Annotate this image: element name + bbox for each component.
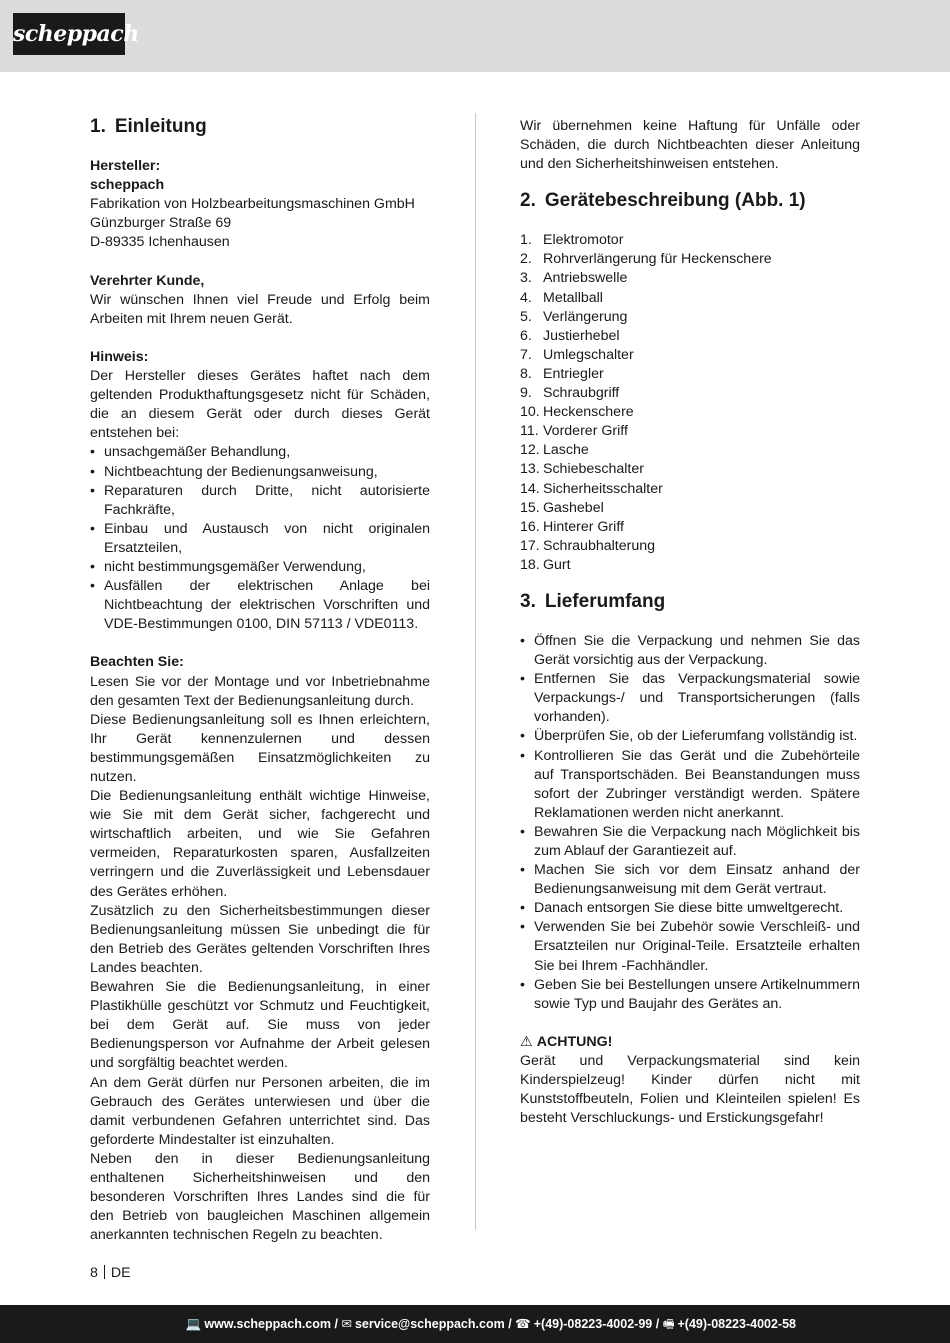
part-number: 18.	[520, 556, 540, 573]
part-name: Vorderer Griff	[543, 423, 628, 440]
parts-list-item	[520, 346, 860, 365]
part-name: Sicherheitsschalter	[543, 480, 663, 497]
part-number: 12.	[520, 442, 540, 459]
observe-paragraph: Zusätzlich zu den Sicherheitsbestimmungen dieser Bedienungsanleitung müssen Sie unbedingt die für den Betrieb des Gerätes geltenden Vorschriften Ihres Landes beachten.	[90, 902, 430, 976]
parts-list-item	[520, 556, 860, 575]
parts-list-item	[520, 460, 860, 479]
delivery-bullet-list	[520, 632, 860, 1014]
liability-text: Wir übernehmen keine Haftung für Unfälle oder Schäden, die durch Nichtbeachten dieser Anleitung und den Sicherheitshinweisen entstehen.	[520, 118, 860, 173]
footer-email[interactable]: service@scheppach.com	[354, 1317, 505, 1331]
parts-list-item	[520, 537, 860, 556]
notice-block	[90, 348, 430, 634]
right-column	[520, 117, 860, 1128]
parts-list-item	[520, 365, 860, 384]
column-divider	[475, 113, 476, 1230]
part-number: 4.	[520, 289, 532, 306]
section-number: 3.	[520, 590, 536, 612]
part-name: Schiebeschalter	[543, 461, 644, 478]
observe-label: Beachten Sie:	[90, 654, 184, 671]
notice-text: Der Hersteller dieses Gerätes haftet nach dem geltenden Produkthaftungsgesetz nicht für Schäden, die an diesem Gerät oder durch dieses Gerät entstehen bei:	[90, 368, 430, 442]
manufacturer-label: Hersteller:	[90, 158, 161, 174]
customer-block	[90, 272, 430, 329]
parts-list-item	[520, 250, 860, 269]
parts-list-item	[520, 327, 860, 346]
manufacturer-line: Günzburger Straße 69	[90, 215, 232, 232]
customer-text: Wir wünschen Ihnen viel Freude und Erfolg beim Arbeiten mit Ihrem neuen Gerät.	[90, 291, 430, 327]
warning-text: Gerät und Verpackungsmaterial sind kein Kinderspielzeug! Kinder dürfen nicht mit Kunststoffbeuteln, Folien und Kleinteilen spielen! Es besteht Verschluckungs- und Erstickungsgefahr!	[520, 1053, 860, 1127]
section-3-heading	[520, 588, 860, 616]
part-number: 3.	[520, 270, 532, 287]
warning-heading	[520, 1033, 860, 1052]
part-number: 2.	[520, 251, 532, 268]
parts-list	[520, 231, 860, 575]
part-name: Heckenschere	[543, 404, 634, 421]
notice-bullet-list	[90, 443, 430, 634]
list-item: • Machen Sie sich vor dem Einsatz anhand der Bedienungsanweisung mit dem Gerät vertraut.	[520, 861, 860, 899]
part-name: Hinterer Griff	[543, 518, 624, 535]
part-name: Lasche	[543, 442, 589, 459]
list-item: • Nichtbeachtung der Bedienungsanweisung,	[90, 463, 430, 482]
header-band	[0, 0, 950, 72]
email-icon: ✉	[341, 1317, 352, 1331]
parts-list-item	[520, 422, 860, 441]
list-item: • Kontrollieren Sie das Gerät und die Zubehörteile auf Transportschäden. Bei Beanstandungen muss sofort der Zubringer verständigt werden. Spätere Reklamationen werden nicht anerkannt.	[520, 747, 860, 823]
warning-triangle-icon: ⚠	[520, 1033, 533, 1050]
manufacturer-line: Fabrikation von Holzbearbeitungsmaschinen GmbH	[90, 196, 415, 213]
footer-fax: +(49)-08223-4002-58	[677, 1317, 796, 1331]
scheppach-logo: scheppach	[13, 13, 125, 55]
observe-paragraph: An dem Gerät dürfen nur Personen arbeiten, die im Gebrauch des Gerätes unterwiesen und über die damit verbundenen Gefahren unterrichtet sind. Das geforderte Mindestalter ist einzuhalten.	[90, 1074, 430, 1148]
footer-separator: /	[334, 1317, 338, 1331]
list-item: • Öffnen Sie die Verpackung und nehmen Sie das Gerät vorsichtig aus der Verpackung.	[520, 632, 860, 670]
part-name: Elektromotor	[543, 232, 624, 249]
observe-paragraph: Diese Bedienungsanleitung soll es Ihnen erleichtern, Ihr Gerät kennenzulernen und dessen bestimmungsgemäßen Einsatzmöglichkeiten zu nutzen.	[90, 711, 430, 785]
part-name: Entriegler	[543, 365, 604, 382]
part-name: Antriebswelle	[543, 270, 628, 287]
parts-list-item	[520, 231, 860, 250]
manufacturer-line: D-89335 Ichenhausen	[90, 234, 230, 251]
page-number	[90, 1264, 131, 1283]
section-title: Lieferumfang	[544, 590, 666, 612]
part-name: Umlegschalter	[543, 346, 634, 363]
part-number: 14.	[520, 480, 540, 497]
part-number: 1.	[520, 232, 532, 249]
part-number: 5.	[520, 308, 532, 325]
manufacturer-block	[90, 157, 430, 252]
part-number: 6.	[520, 327, 532, 344]
parts-list-item	[520, 269, 860, 288]
part-number: 16.	[520, 518, 540, 535]
part-name: Verlängerung	[543, 308, 628, 325]
part-name: Gurt	[543, 556, 571, 573]
parts-list-item	[520, 499, 860, 518]
observe-paragraph: Bewahren Sie die Bedienungsanleitung, in einer Plastikhülle geschützt vor Schmutz und Feuchtigkeit, bei dem Gerät auf. Sie muss von jeder Bedienungsperson vor Aufnahme der Arbeit gelesen und sorgfältig beachtet werden.	[90, 979, 430, 1072]
part-number: 13.	[520, 461, 540, 478]
parts-list-item	[520, 384, 860, 403]
part-number: 9.	[520, 385, 532, 402]
part-name: Schraubhalterung	[543, 537, 656, 554]
part-name: Gashebel	[543, 499, 604, 516]
section-number: 2.	[520, 190, 536, 212]
list-item: • Überprüfen Sie, ob der Lieferumfang vollständig ist.	[520, 727, 860, 746]
part-number: 7.	[520, 346, 532, 363]
phone-icon: ☎	[515, 1317, 531, 1331]
list-item: • Bewahren Sie die Verpackung nach Möglichkeit bis zum Ablauf der Garantiezeit auf.	[520, 823, 860, 861]
computer-icon: 💻	[185, 1317, 202, 1331]
page-number-value: 8	[90, 1265, 98, 1281]
list-item: • Entfernen Sie das Verpackungsmaterial sowie Verpackungs-/ und Transportsicherungen (falls vorhanden).	[520, 670, 860, 727]
list-item: • Verwenden Sie bei Zubehör sowie Verschleiß- und Ersatzteilen nur Original-Teile. Ersatzteile erhalten Sie bei Ihrem -Fachhändler.	[520, 918, 860, 975]
part-name: Schraubgriff	[543, 385, 620, 402]
section-title: Gerätebeschreibung (Abb. 1)	[544, 190, 806, 212]
footer-separator: /	[655, 1317, 660, 1331]
observe-paragraph: Neben den in dieser Bedienungsanleitung enthaltenen Sicherheitshinweisen und den besonderen Vorschriften Ihres Landes sind die für den Betrieb von baugleichen Maschinen allgemein anerkannten technischen Regeln zu beachten.	[90, 1150, 430, 1244]
section-2-heading	[520, 187, 860, 215]
list-item: • Geben Sie bei Bestellungen unsere Artikelnummern sowie Typ und Baujahr des Gerätes an.	[520, 976, 860, 1014]
observe-paragraph: Lesen Sie vor der Montage und vor Inbetriebnahme den gesamten Text der Bedienungsanleitung durch.	[90, 673, 430, 709]
footer-phone: +(49)-08223-4002-99	[533, 1317, 653, 1331]
warning-label: ACHTUNG!	[536, 1033, 613, 1050]
observe-block	[90, 653, 430, 1245]
page-number-separator	[104, 1265, 105, 1279]
parts-list-item	[520, 518, 860, 537]
warning-block	[520, 1033, 860, 1128]
part-name: Justierhebel	[543, 327, 620, 344]
customer-label: Verehrter Kunde,	[90, 272, 205, 289]
list-item: • Einbau und Austausch von nicht originalen Ersatzteilen,	[90, 520, 430, 558]
part-number: 11.	[520, 423, 539, 440]
footer-website[interactable]: www.scheppach.com	[204, 1317, 331, 1331]
manufacturer-name: scheppach	[90, 177, 165, 194]
parts-list-item	[520, 308, 860, 327]
footer-contact	[186, 1315, 796, 1333]
part-number: 8.	[520, 365, 532, 382]
parts-list-item	[520, 403, 860, 422]
notice-label: Hinweis:	[90, 348, 149, 365]
page-language: DE	[110, 1265, 131, 1281]
observe-paragraph: Die Bedienungsanleitung enthält wichtige Hinweise, wie Sie mit dem Gerät sicher, fachgerecht und wirtschaftlich arbeiten, und wie Sie Gefahren vermeiden, Reparaturkosten sparen, Ausfallzeiten verringern und die Zuverlässigkeit und Lebensdauer des Gerätes erhöhen.	[90, 788, 430, 900]
left-column	[90, 113, 430, 1245]
list-item: • unsachgemäßer Behandlung,	[90, 443, 430, 462]
list-item: • Danach entsorgen Sie diese bitte umweltgerecht.	[520, 899, 860, 918]
list-item: • Reparaturen durch Dritte, nicht autorisierte Fachkräfte,	[90, 482, 430, 520]
list-item: • Ausfällen der elektrischen Anlage bei Nichtbeachtung der elektrischen Vorschriften und VDE-Bestimmungen 0100, DIN 57113 / VDE0113.	[90, 577, 430, 634]
section-1-heading	[90, 113, 430, 141]
footer-separator: /	[508, 1317, 512, 1331]
parts-list-item	[520, 480, 860, 499]
part-name: Rohrverlängerung für Heckenschere	[543, 251, 772, 268]
footer-band	[0, 1305, 950, 1343]
section-number: 1.	[90, 116, 106, 137]
list-item: • nicht bestimmungsgemäßer Verwendung,	[90, 558, 430, 577]
parts-list-item	[520, 289, 860, 308]
part-number: 17.	[520, 537, 540, 554]
fax-icon: 🖷	[662, 1317, 675, 1331]
part-number: 15.	[520, 499, 540, 516]
parts-list-item	[520, 441, 860, 460]
part-name: Metallball	[543, 289, 603, 306]
section-title: Einleitung	[114, 116, 207, 137]
part-number: 10.	[520, 404, 540, 421]
